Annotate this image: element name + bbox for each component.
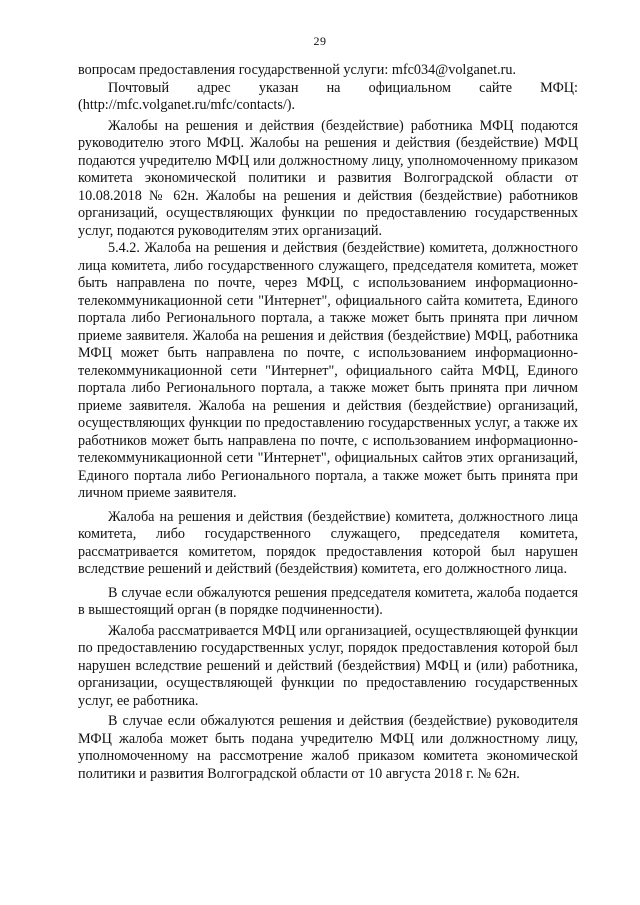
page-number: 29 [313,34,327,48]
paragraph-postal-address: Почтовый адрес указан на официальном сайте МФЦ: (http://mfc.volganet.ru/mfc/contacts/). [78,79,578,113]
paragraph-mfc-review: Жалоба рассматривается МФЦ или организацией, осуществляющей функции по предоставлению государственных услуг, порядок предоставления которой был нарушен вследствие решений и действий (бездействия) МФЦ и (или) работника, организации, осуществляющей функции по предоставлению государственных услуг, ее работника. [78,622,578,709]
paragraph-committee-review: Жалоба на решения и действия (бездействие) комитета, должностного лица комитета, либо государственного служащего, председателя комитета, рассматривается комитетом, порядок предоставления которой был нарушен вследствие решений и действий (бездействия) комитета, его должностного лица. [78,508,578,577]
paragraph-mfc-head-appeal: В случае если обжалуются решения и действия (бездействие) руководителя МФЦ жалоба может быть подана учредителю МФЦ или должностному лицу, уполномоченному на рассмотрение жалоб приказом комитета экономической политики и развития Волгоградской области от 10 августа 2018 г. № 62н. [78,713,578,782]
paragraph-email-continuation: вопросам предоставления государственной услуги: mfc034@volganet.ru. [78,62,516,78]
document-body [78,62,578,783]
paragraph-5-4-2: 5.4.2. Жалоба на решения и действия (бездействие) комитета, должностного лица комитета, либо государственного служащего, председателя комитета, может быть направлена по почте, через МФЦ, с использованием информационно-телекоммуникационной сети "Интернет", официального сайта комитета, Единого портала либо Регионального портала, а также может быть принята при личном приеме заявителя. Жалоба на решения и действия (бездействие) МФЦ, работника МФЦ может быть направлена по почте, с использованием информационно-телекоммуникационной сети "Интернет", официального сайта МФЦ, Единого портала либо Регионального портала, а также может быть принята при личном приеме заявителя. Жалоба на решения и действия (бездействие) организаций, осуществляющих функции по предоставлению государственных услуг, а также их работников может быть направлена по почте, с использованием информационно-телекоммуникационной сети "Интернет", официальных сайтов этих организаций, Единого портала либо Регионального портала, а также может быть принята при личном приеме заявителя. [78,240,578,501]
paragraph-mfc-complaints: Жалобы на решения и действия (бездействие) работника МФЦ подаются руководителю этого МФЦ. Жалобы на решения и действия (бездействие) МФЦ подаются учредителю МФЦ или должностному лицу, уполномоченному приказом комитета экономической политики и развития Волгоградской области от 10.08.2018 № 62н. Жалобы на решения и действия (бездействие) работников организаций, осуществляющих функции по предоставлению государственных услуг, подаются руководителям этих организаций. [78,117,578,239]
paragraph-chairman-appeal: В случае если обжалуются решения председателя комитета, жалоба подается в вышестоящий орган (в порядке подчиненности). [78,584,578,618]
